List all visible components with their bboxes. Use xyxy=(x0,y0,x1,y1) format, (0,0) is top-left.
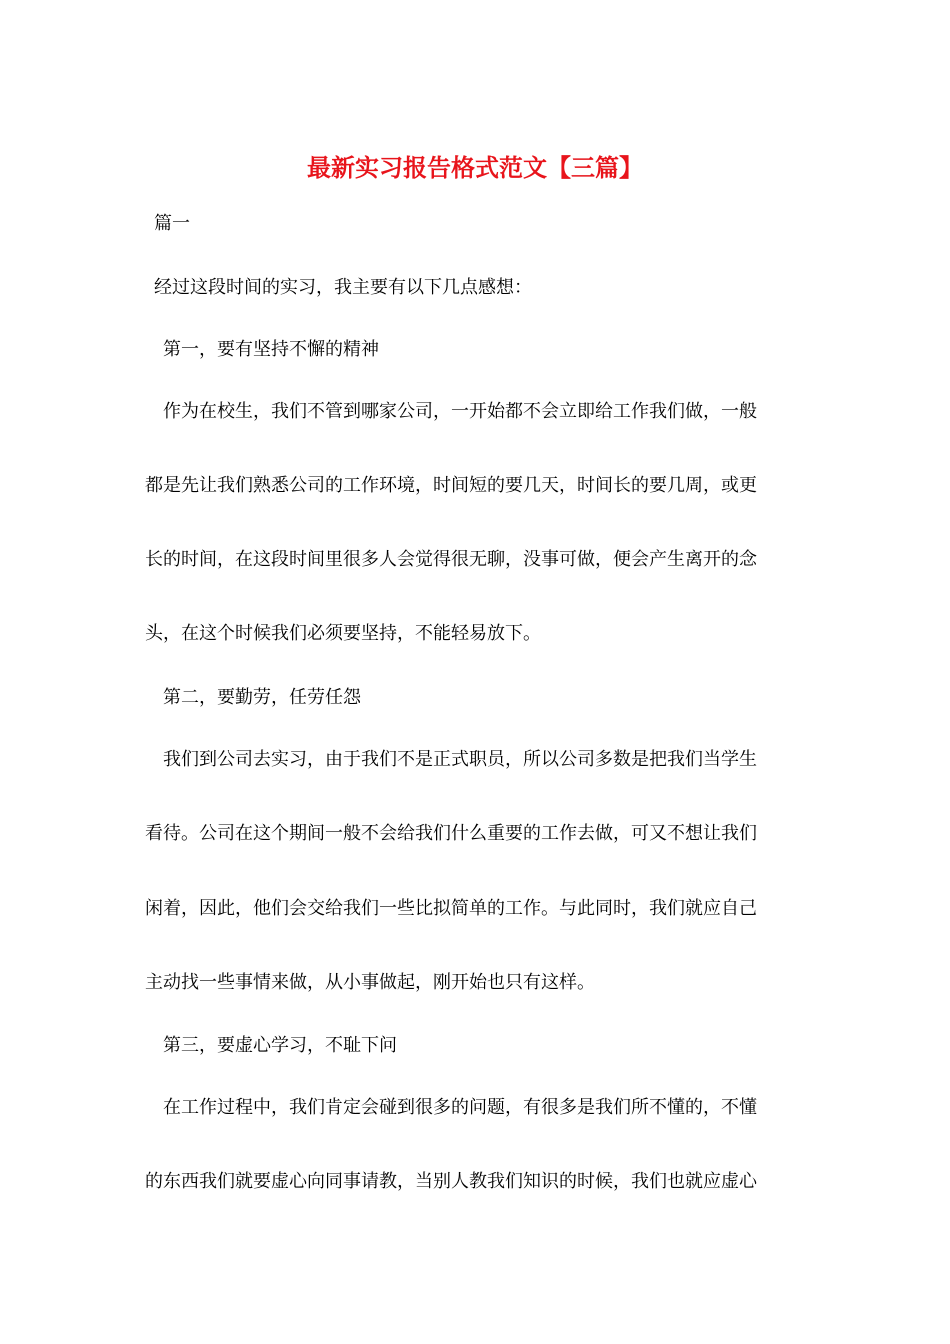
paragraph-line: 作为在校生，我们不管到哪家公司，一开始都不会立即给工作我们做，一般 xyxy=(163,401,757,422)
subheading: 第一，要有坚持不懈的精神 xyxy=(163,339,379,360)
paragraph-line: 头，在这个时候我们必须要坚持，不能轻易放下。 xyxy=(145,623,541,644)
paragraph-line: 经过这段时间的实习，我主要有以下几点感想： xyxy=(154,277,532,298)
paragraph-line: 的东西我们就要虚心向同事请教，当别人教我们知识的时候，我们也就应虚心 xyxy=(145,1171,757,1192)
paragraph-line: 长的时间，在这段时间里很多人会觉得很无聊，没事可做，便会产生离开的念 xyxy=(145,549,757,570)
document-title: 最新实习报告格式范文【三篇】 xyxy=(307,153,643,182)
subheading: 第二，要勤劳，任劳任怨 xyxy=(163,687,361,708)
subheading: 第三，要虚心学习，不耻下问 xyxy=(163,1035,397,1056)
paragraph-line: 看待。公司在这个期间一般不会给我们什么重要的工作去做，可又不想让我们 xyxy=(145,823,757,844)
paragraph-line: 闲着，因此，他们会交给我们一些比拟简单的工作。与此同时，我们就应自己 xyxy=(145,898,757,919)
paragraph-line: 都是先让我们熟悉公司的工作环境，时间短的要几天，时间长的要几周，或更 xyxy=(145,475,757,496)
paragraph-line: 我们到公司去实习，由于我们不是正式职员，所以公司多数是把我们当学生 xyxy=(163,749,757,770)
paragraph-line: 在工作过程中，我们肯定会碰到很多的问题，有很多是我们所不懂的，不懂 xyxy=(163,1097,757,1118)
section-heading: 篇一 xyxy=(154,213,190,234)
paragraph-line: 主动找一些事情来做，从小事做起，刚开始也只有这样。 xyxy=(145,972,595,993)
